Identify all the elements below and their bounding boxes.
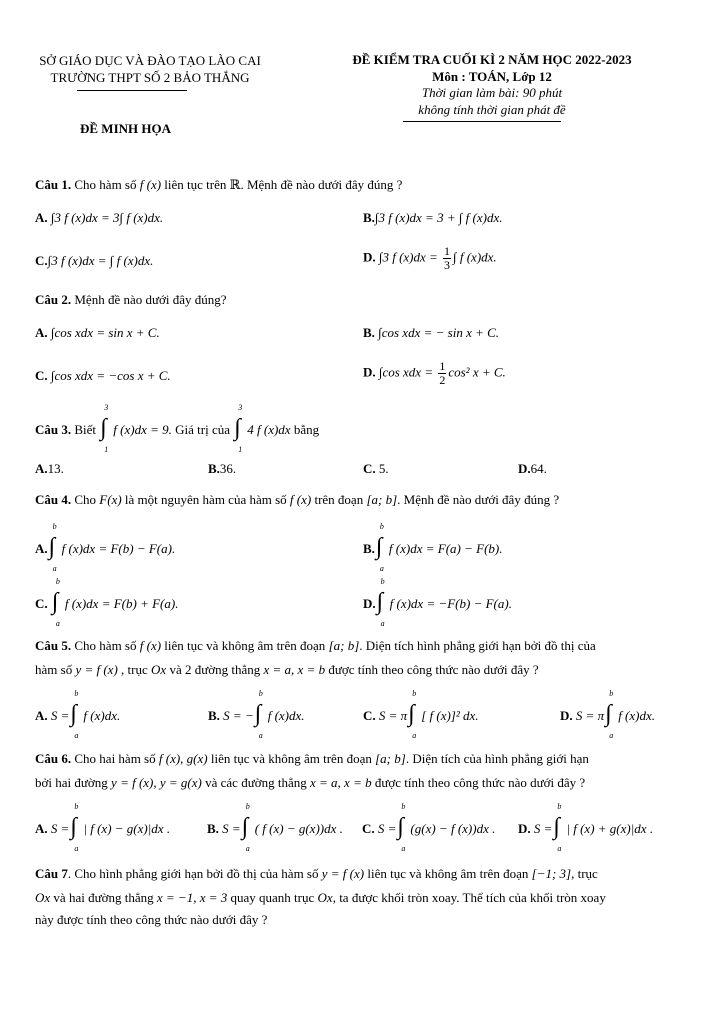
q5-option-b: B. S = − ∫ b a f (x)dx. [208, 689, 305, 740]
q6-option-b: B. S = ∫ b a ( f (x) − g(x))dx . [207, 802, 343, 853]
integral-symbol: ∫ b a [70, 802, 79, 853]
question-6-line-1: Câu 6. Cho hai hàm số f (x), g(x) liên tục và không âm trên đoạn [a; b]. Diện tích của hình phẳng giới hạn [35, 751, 589, 766]
q1-option-c: C.∫3 f (x)dx = ∫ f (x)dx. [35, 253, 154, 268]
q3-option-d: D.64. [518, 461, 547, 476]
exam-title: ĐỀ KIỂM TRA CUỐI KÌ 2 NĂM HỌC 2022-2023 [352, 52, 632, 67]
fraction: $\frac{1}{3}$ [444, 244, 451, 272]
question-4: Câu 4. Cho F(x) là một nguyên hàm của hàm số f (x) trên đoạn [a; b]. Mệnh đề nào dưới đây đúng ? [35, 492, 560, 507]
exam-subject: Môn : TOÁN, Lớp 12 [432, 68, 552, 84]
integral-symbol: ∫ b a [397, 802, 406, 853]
exam-time: Thời gian làm bài: 90 phút [421, 85, 563, 100]
integral-symbol: ∫ 3 1 [100, 403, 109, 454]
integral-symbol: ∫ b a [51, 577, 60, 628]
question-7-line-3: này được tính theo công thức nào dưới đây ? [35, 912, 268, 927]
question-5-line-1: Câu 5. Cho hàm số f (x) liên tục và không âm trên đoạn [a; b]. Diện tích hình phẳng giới hạn bởi đồ thị của [35, 638, 596, 653]
integral-symbol: ∫ b a [254, 689, 263, 740]
header-left-rule [77, 90, 187, 91]
q5-option-d: D. S = π ∫ b a f (x)dx. [560, 689, 655, 740]
fraction: $\frac{1}{2}$ [439, 359, 446, 387]
integral-symbol: ∫ 3 1 [234, 403, 243, 454]
q6-option-a: A. S = ∫ b a | f (x) − g(x)|dx . [35, 802, 171, 853]
question-7-line-2: Ox và hai đường thẳng x = −1, x = 3 quay quanh trục Ox, ta được khối tròn xoay. Thể tích của khối tròn xoay [35, 890, 606, 905]
q3-option-b: B.36. [208, 461, 237, 476]
question-1: Câu 1. Cho hàm số f (x) liên tục trên ℝ. Mệnh đề nào dưới đây đúng ? [35, 177, 403, 192]
q2-option-a: A. ∫cos xdx = sin x + C. [35, 325, 160, 340]
q5-option-a: A. S = ∫ b a f (x)dx. [35, 689, 121, 740]
q3-option-a: A.13. [35, 461, 64, 476]
integral-symbol: ∫ b a [553, 802, 562, 853]
exam-time-note: không tính thời gian phát đề [418, 101, 566, 117]
q5-option-c: C. S = π ∫ b a [ f (x)]² dx. [363, 689, 479, 740]
q3-option-c: C. 5. [363, 461, 389, 476]
question-3: Câu 3. Biết ∫ 3 1 f (x)dx = 9. Giá trị của ∫ 3 1 4 f (x)dx bằng [35, 403, 320, 454]
q4-option-c: C. ∫ b a f (x)dx = F(b) + F(a). [35, 577, 179, 628]
header-right [320, 52, 664, 118]
q2-option-d: D. ∫cos xdx = $\frac{1}{2}$ cos² x + C. [363, 359, 506, 387]
integral-symbol: ∫ b a [70, 689, 79, 740]
header-left [20, 52, 280, 86]
integral-symbol: ∫ b a [48, 522, 57, 573]
integral-symbol: ∫ b a [408, 689, 417, 740]
question-7-line-1: Câu 7. Cho hình phẳng giới hạn bởi đồ thị của hàm số y = f (x) liên tục và không âm trên đoạn [−1; 3], trục [35, 866, 598, 881]
sample-exam-label: ĐỀ MINH HỌA [80, 121, 171, 136]
q6-option-d: D. S = ∫ b a | f (x) + g(x)|dx . [518, 802, 654, 853]
integral-symbol: ∫ b a [376, 577, 385, 628]
integral-symbol: ∫ b a [241, 802, 250, 853]
q2-option-b: B. ∫cos xdx = − sin x + C. [363, 325, 500, 340]
q1-option-a: A. ∫3 f (x)dx = 3∫ f (x)dx. [35, 210, 164, 225]
q4-option-d: D. ∫ b a f (x)dx = −F(b) − F(a). [363, 577, 512, 628]
q6-option-c: C. S = ∫ b a (g(x) − f (x))dx . [362, 802, 496, 853]
q4-option-b: B. ∫ b a f (x)dx = F(a) − F(b). [363, 522, 503, 573]
integral-symbol: ∫ b a [605, 689, 614, 740]
q2-option-c: C. ∫cos xdx = −cos x + C. [35, 368, 171, 383]
question-2: Câu 2. Mệnh đề nào dưới đây đúng? [35, 292, 227, 307]
department-name: SỞ GIÁO DỤC VÀ ĐÀO TẠO LÀO CAI [39, 53, 261, 68]
question-6-line-2: bởi hai đường y = f (x), y = g(x) và các đường thẳng x = a, x = b được tính theo công thức nào dưới đây ? [35, 775, 586, 790]
school-name: TRƯỜNG THPT SỐ 2 BẢO THẮNG [50, 70, 250, 85]
question-5-line-2: hàm số y = f (x) , trục Ox và 2 đường thẳng x = a, x = b được tính theo công thức nào dưới đây ? [35, 662, 539, 677]
integral-symbol: ∫ b a [375, 522, 384, 573]
header-right-rule [403, 121, 561, 122]
q1-option-b: B.∫3 f (x)dx = 3 + ∫ f (x)dx. [363, 210, 503, 225]
q1-option-d: D. ∫3 f (x)dx = $\frac{1}{3}$ ∫ f (x)dx. [363, 244, 497, 272]
q4-option-a: A. ∫ b a f (x)dx = F(b) − F(a). [35, 522, 176, 573]
